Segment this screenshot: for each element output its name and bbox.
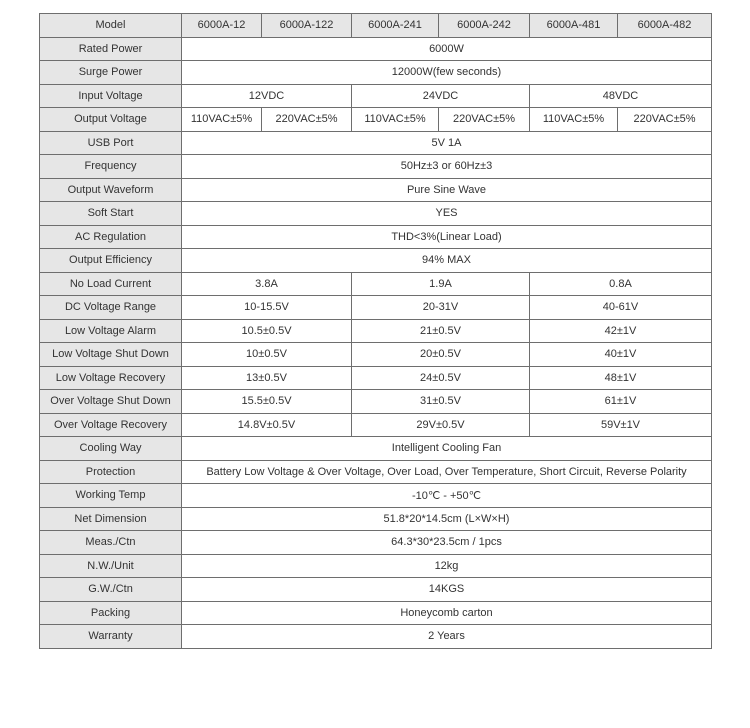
row-output-waveform <box>40 178 712 202</box>
value-over-voltage-shut-down: 15.5±0.5V <box>182 390 352 414</box>
value-output-voltage: 110VAC±5% <box>352 108 439 132</box>
label-over-voltage-shut-down: Over Voltage Shut Down <box>40 390 182 414</box>
row-low-voltage-alarm <box>40 319 712 343</box>
spec-table <box>39 13 712 649</box>
label-warranty: Warranty <box>40 625 182 649</box>
row-ac-regulation <box>40 225 712 249</box>
row-over-voltage-shut-down <box>40 390 712 414</box>
value-output-voltage: 220VAC±5% <box>439 108 530 132</box>
value-cooling-way: Intelligent Cooling Fan <box>182 437 712 461</box>
value-output-waveform: Pure Sine Wave <box>182 178 712 202</box>
label-output-voltage: Output Voltage <box>40 108 182 132</box>
row-low-voltage-shut-down <box>40 343 712 367</box>
value-input-voltage: 24VDC <box>352 84 530 108</box>
label-cooling-way: Cooling Way <box>40 437 182 461</box>
model-cell: 6000A-482 <box>618 14 712 38</box>
label-input-voltage: Input Voltage <box>40 84 182 108</box>
label-dc-voltage-range: DC Voltage Range <box>40 296 182 320</box>
value-soft-start: YES <box>182 202 712 226</box>
value-net-dimension: 51.8*20*14.5cm (L×W×H) <box>182 507 712 531</box>
row-packing <box>40 601 712 625</box>
value-low-voltage-shut-down: 10±0.5V <box>182 343 352 367</box>
value-over-voltage-recovery: 29V±0.5V <box>352 413 530 437</box>
label-net-dimension: Net Dimension <box>40 507 182 531</box>
value-warranty: 2 Years <box>182 625 712 649</box>
value-frequency: 50Hz±3 or 60Hz±3 <box>182 155 712 179</box>
value-protection: Battery Low Voltage & Over Voltage, Over Load, Over Temperature, Short Circuit, Reverse Polarity <box>182 460 712 484</box>
label-usb-port: USB Port <box>40 131 182 155</box>
value-ac-regulation: THD<3%(Linear Load) <box>182 225 712 249</box>
value-no-load-current: 1.9A <box>352 272 530 296</box>
value-meas-ctn: 64.3*30*23.5cm / 1pcs <box>182 531 712 555</box>
row-soft-start <box>40 202 712 226</box>
row-output-voltage <box>40 108 712 132</box>
value-output-efficiency: 94% MAX <box>182 249 712 273</box>
model-cell: 6000A-12 <box>182 14 262 38</box>
row-over-voltage-recovery <box>40 413 712 437</box>
row-working-temp <box>40 484 712 508</box>
value-input-voltage: 12VDC <box>182 84 352 108</box>
row-no-load-current <box>40 272 712 296</box>
row-low-voltage-recovery <box>40 366 712 390</box>
value-low-voltage-recovery: 13±0.5V <box>182 366 352 390</box>
value-over-voltage-shut-down: 61±1V <box>530 390 712 414</box>
value-low-voltage-alarm: 21±0.5V <box>352 319 530 343</box>
model-cell: 6000A-241 <box>352 14 439 38</box>
label-working-temp: Working Temp <box>40 484 182 508</box>
label-meas-ctn: Meas./Ctn <box>40 531 182 555</box>
value-output-voltage: 110VAC±5% <box>530 108 618 132</box>
value-surge-power: 12000W(few seconds) <box>182 61 712 85</box>
row-output-efficiency <box>40 249 712 273</box>
value-dc-voltage-range: 10-15.5V <box>182 296 352 320</box>
label-output-efficiency: Output Efficiency <box>40 249 182 273</box>
value-dc-voltage-range: 20-31V <box>352 296 530 320</box>
label-model: Model <box>40 14 182 38</box>
row-surge-power <box>40 61 712 85</box>
value-no-load-current: 0.8A <box>530 272 712 296</box>
row-cooling-way <box>40 437 712 461</box>
row-frequency <box>40 155 712 179</box>
label-ac-regulation: AC Regulation <box>40 225 182 249</box>
label-low-voltage-recovery: Low Voltage Recovery <box>40 366 182 390</box>
label-no-load-current: No Load Current <box>40 272 182 296</box>
value-no-load-current: 3.8A <box>182 272 352 296</box>
model-cell: 6000A-122 <box>262 14 352 38</box>
value-dc-voltage-range: 40-61V <box>530 296 712 320</box>
label-nw-unit: N.W./Unit <box>40 554 182 578</box>
row-gw-ctn <box>40 578 712 602</box>
value-over-voltage-recovery: 59V±1V <box>530 413 712 437</box>
label-output-waveform: Output Waveform <box>40 178 182 202</box>
label-over-voltage-recovery: Over Voltage Recovery <box>40 413 182 437</box>
row-nw-unit <box>40 554 712 578</box>
row-dc-voltage-range <box>40 296 712 320</box>
value-over-voltage-shut-down: 31±0.5V <box>352 390 530 414</box>
value-nw-unit: 12kg <box>182 554 712 578</box>
label-packing: Packing <box>40 601 182 625</box>
value-input-voltage: 48VDC <box>530 84 712 108</box>
row-usb-port <box>40 131 712 155</box>
row-input-voltage <box>40 84 712 108</box>
value-output-voltage: 110VAC±5% <box>182 108 262 132</box>
row-model <box>40 14 712 38</box>
value-low-voltage-recovery: 24±0.5V <box>352 366 530 390</box>
value-gw-ctn: 14KGS <box>182 578 712 602</box>
value-working-temp: -10℃ - +50℃ <box>182 484 712 508</box>
label-gw-ctn: G.W./Ctn <box>40 578 182 602</box>
label-low-voltage-shut-down: Low Voltage Shut Down <box>40 343 182 367</box>
row-rated-power <box>40 37 712 61</box>
value-low-voltage-shut-down: 40±1V <box>530 343 712 367</box>
model-cell: 6000A-481 <box>530 14 618 38</box>
value-low-voltage-recovery: 48±1V <box>530 366 712 390</box>
value-output-voltage: 220VAC±5% <box>618 108 712 132</box>
row-meas-ctn <box>40 531 712 555</box>
row-net-dimension <box>40 507 712 531</box>
value-low-voltage-alarm: 10.5±0.5V <box>182 319 352 343</box>
value-low-voltage-alarm: 42±1V <box>530 319 712 343</box>
label-rated-power: Rated Power <box>40 37 182 61</box>
value-low-voltage-shut-down: 20±0.5V <box>352 343 530 367</box>
label-frequency: Frequency <box>40 155 182 179</box>
label-soft-start: Soft Start <box>40 202 182 226</box>
value-rated-power: 6000W <box>182 37 712 61</box>
label-surge-power: Surge Power <box>40 61 182 85</box>
value-usb-port: 5V 1A <box>182 131 712 155</box>
value-output-voltage: 220VAC±5% <box>262 108 352 132</box>
value-packing: Honeycomb carton <box>182 601 712 625</box>
value-over-voltage-recovery: 14.8V±0.5V <box>182 413 352 437</box>
model-cell: 6000A-242 <box>439 14 530 38</box>
row-warranty <box>40 625 712 649</box>
label-low-voltage-alarm: Low Voltage Alarm <box>40 319 182 343</box>
label-protection: Protection <box>40 460 182 484</box>
row-protection <box>40 460 712 484</box>
